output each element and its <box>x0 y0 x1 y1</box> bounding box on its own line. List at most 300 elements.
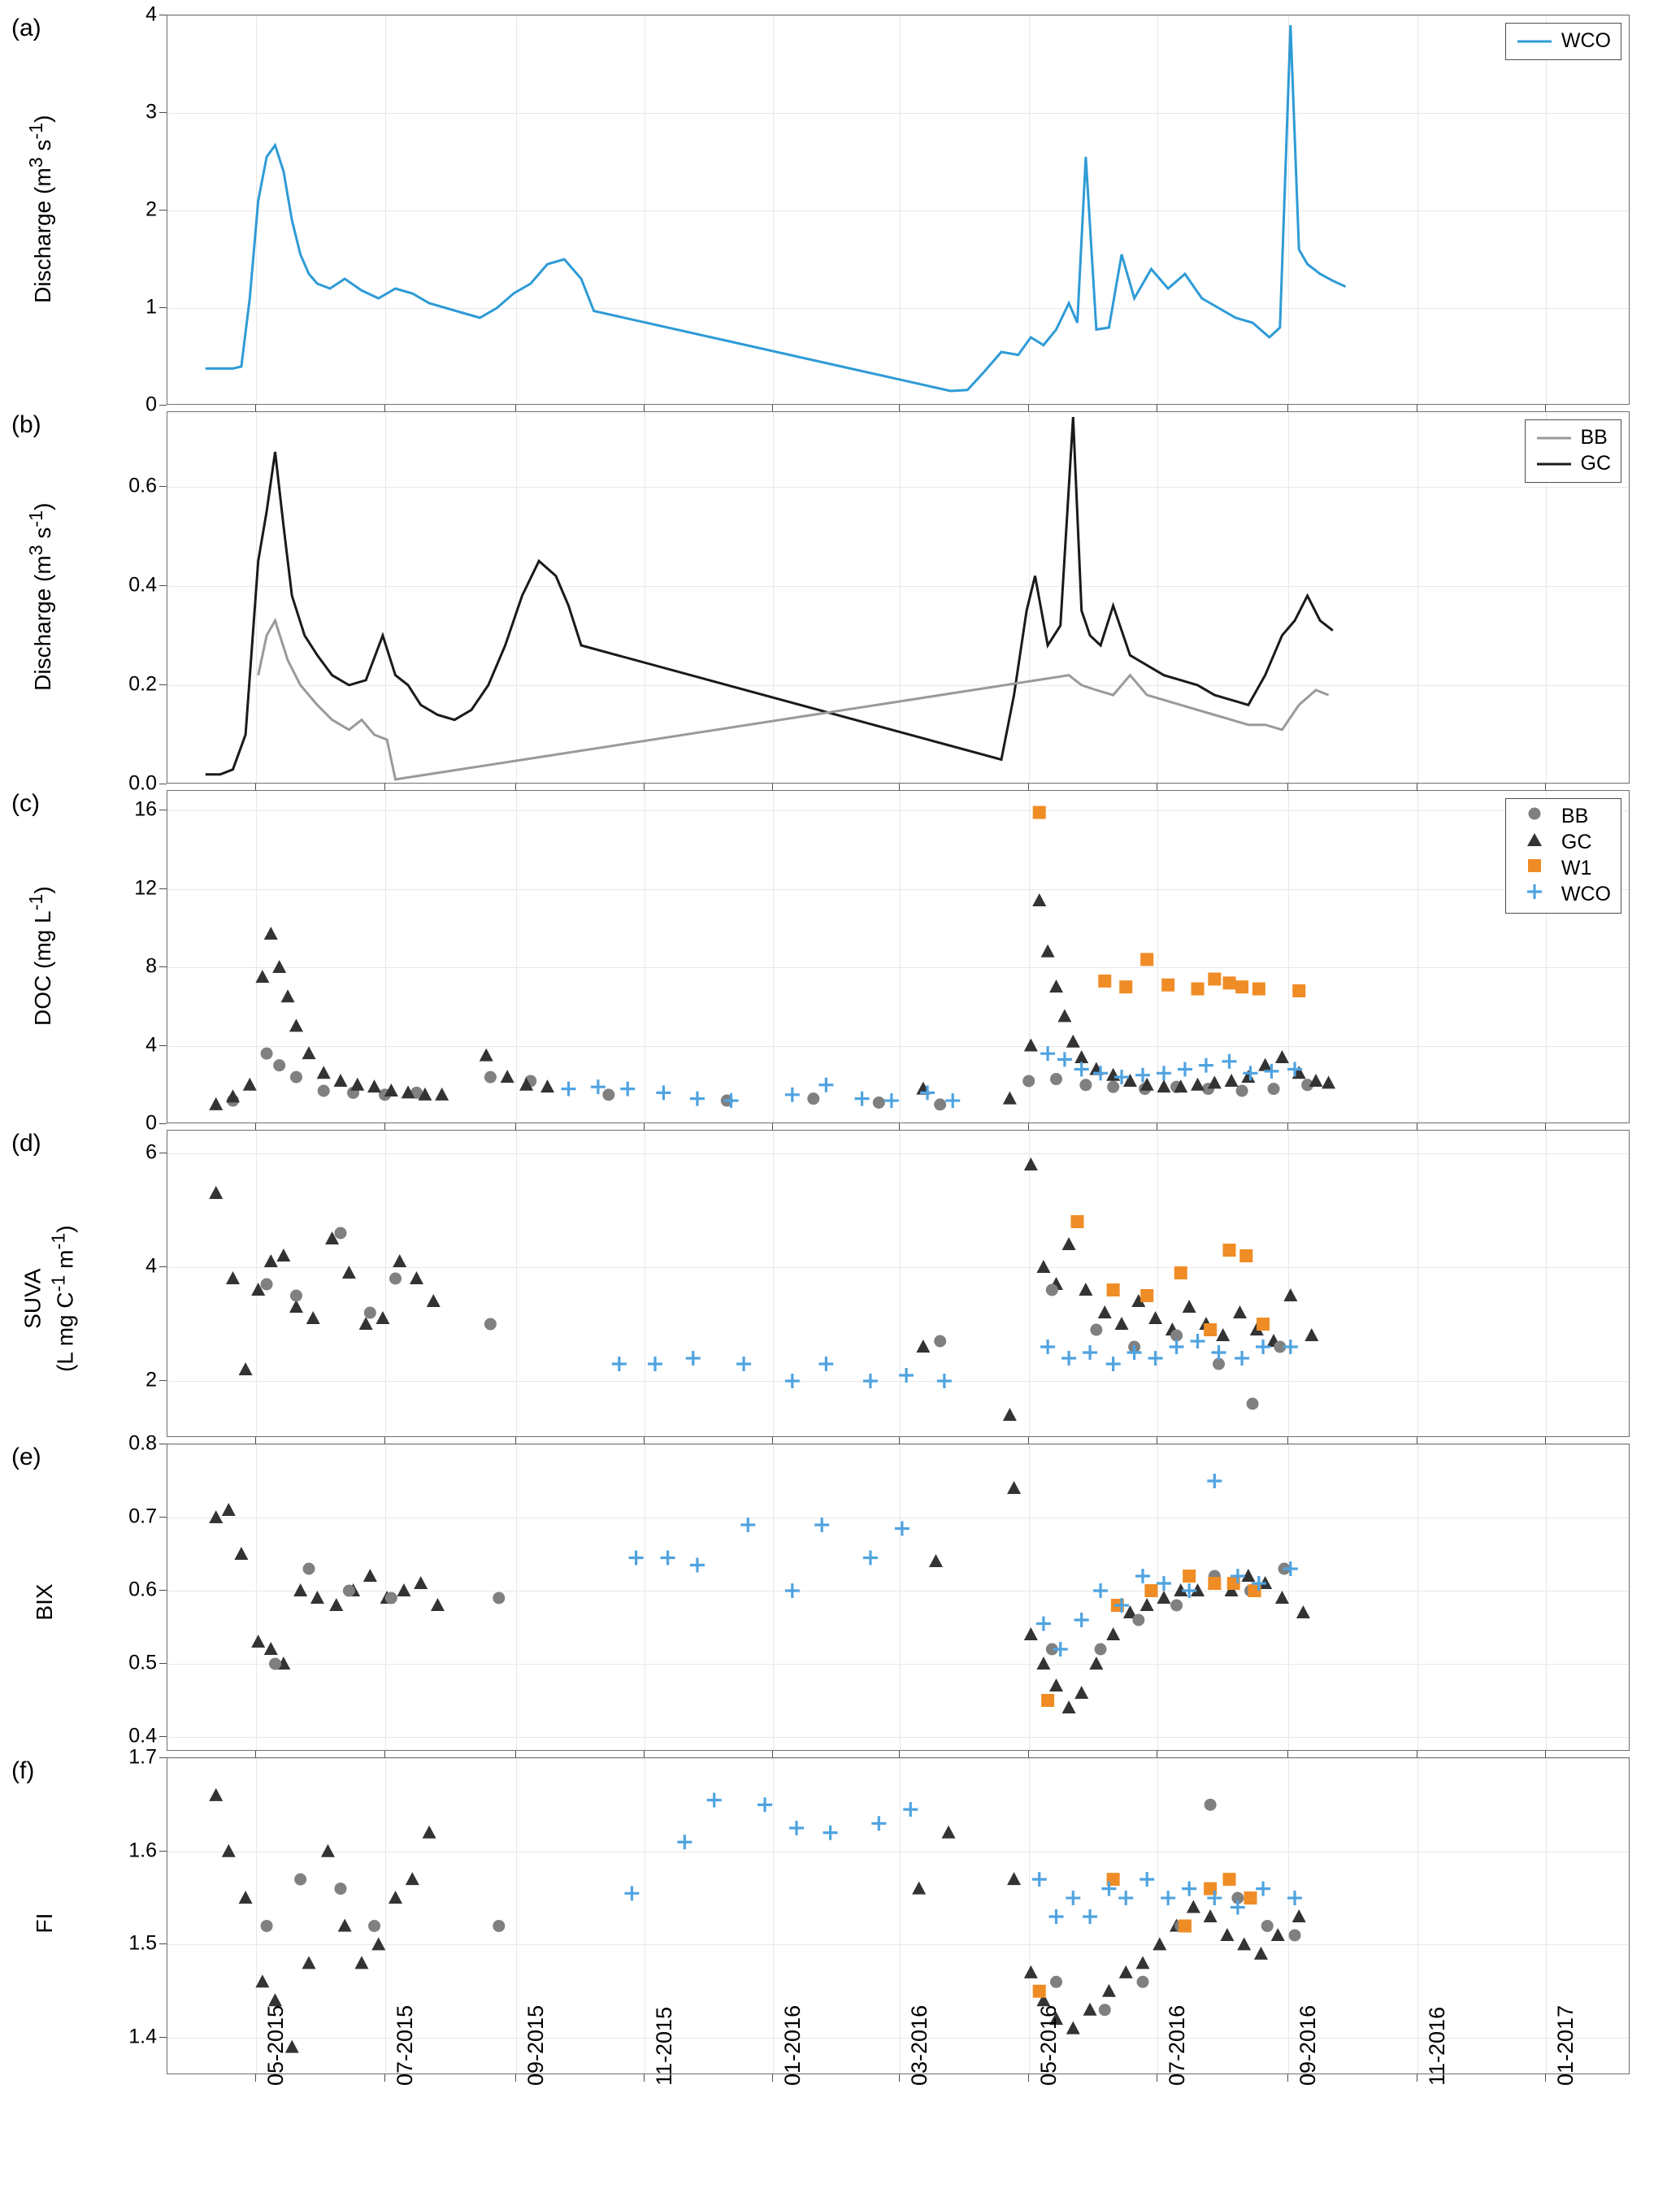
data-point-gc <box>1119 1965 1133 1978</box>
data-point-bb <box>484 1071 497 1083</box>
data-point-wco <box>818 1078 833 1092</box>
data-point-bb <box>1268 1083 1280 1095</box>
panel-label-e: (e) <box>11 1444 41 1470</box>
panel-label-c: (c) <box>11 790 40 817</box>
legend-key-bb <box>1535 424 1573 452</box>
y-tick-mark <box>159 1517 167 1518</box>
data-point-gc <box>1157 1591 1170 1604</box>
y-tick-mark <box>159 405 167 406</box>
legend <box>1505 23 1621 60</box>
data-point-bb <box>334 1227 346 1240</box>
data-point-gc <box>1089 1657 1103 1670</box>
data-point-bb <box>1205 1799 1217 1811</box>
y-tick-label: 0.7 <box>128 1505 157 1528</box>
data-point-bb <box>934 1335 946 1348</box>
data-point-wco <box>562 1082 576 1096</box>
legend-label: WCO <box>1561 883 1611 906</box>
data-layer <box>167 1131 1630 1437</box>
y-tick-label: 0.2 <box>128 672 157 696</box>
data-point-gc <box>1233 1305 1247 1318</box>
data-point-w1 <box>1161 979 1174 992</box>
data-point-gc <box>272 960 286 973</box>
x-tick-label: 09-2016 <box>1296 2004 1321 2086</box>
data-point-gc <box>293 1583 307 1596</box>
data-point-bb <box>294 1874 306 1886</box>
y-tick-label: 4 <box>145 2 157 26</box>
data-point-wco <box>855 1092 870 1106</box>
y-tick-label: 2 <box>145 198 157 221</box>
y-tick-label: 16 <box>134 797 157 821</box>
panel-b-plot <box>167 411 1630 784</box>
data-point-wco <box>903 1802 918 1817</box>
data-point-gc <box>1003 1408 1017 1421</box>
data-point-w1 <box>1179 1919 1192 1932</box>
data-point-gc <box>289 1018 303 1031</box>
data-point-gc <box>338 1918 352 1931</box>
data-point-wco <box>785 1583 800 1598</box>
data-point-gc <box>222 1503 236 1516</box>
y-tick-mark <box>159 1851 167 1852</box>
data-point-gc <box>310 1591 324 1604</box>
data-point-gc <box>1074 1686 1088 1699</box>
y-tick-mark <box>159 1380 167 1381</box>
data-point-gc <box>376 1311 389 1324</box>
data-point-wco <box>1182 1882 1196 1896</box>
data-point-gc <box>276 1248 290 1262</box>
data-point-gc <box>1292 1909 1306 1922</box>
data-point-gc <box>1183 1300 1196 1313</box>
data-point-gc <box>1254 1947 1268 1960</box>
y-tick-mark <box>159 1757 167 1758</box>
data-point-gc <box>302 1046 316 1059</box>
panel-e-ylabel: BIX <box>32 1583 57 1621</box>
data-point-wco <box>1118 1891 1133 1905</box>
data-point-w1 <box>1144 1584 1157 1597</box>
data-point-wco <box>1161 1891 1175 1905</box>
data-point-gc <box>226 1089 240 1102</box>
data-point-gc <box>1136 1956 1150 1969</box>
series-line-wco <box>206 25 1346 391</box>
legend-label: BB <box>1580 426 1608 449</box>
data-point-wco <box>690 1558 705 1573</box>
data-point-gc <box>302 1956 316 1969</box>
data-point-wco <box>1256 1340 1270 1354</box>
legend-key-gc <box>1516 829 1553 857</box>
y-tick-mark <box>159 585 167 586</box>
data-point-bb <box>807 1092 819 1105</box>
data-point-gc <box>264 1254 278 1267</box>
legend-item-bb <box>1516 804 1611 830</box>
data-point-gc <box>435 1088 449 1101</box>
panel-e-plot <box>167 1444 1630 1751</box>
data-point-wco <box>690 1092 705 1106</box>
data-point-gc <box>1283 1288 1297 1301</box>
data-point-w1 <box>1208 1577 1221 1590</box>
data-point-w1 <box>1119 980 1132 993</box>
data-point-wco <box>661 1551 675 1565</box>
y-tick-mark <box>159 112 167 113</box>
data-point-gc <box>243 1078 257 1091</box>
data-point-w1 <box>1140 1289 1153 1302</box>
data-point-gc <box>423 1826 436 1839</box>
data-point-gc <box>1036 1657 1050 1670</box>
data-point-gc <box>1123 1074 1137 1087</box>
data-point-bb <box>385 1592 397 1605</box>
data-point-w1 <box>1257 1318 1270 1331</box>
data-point-wco <box>1157 1576 1171 1591</box>
data-point-gc <box>255 970 269 983</box>
data-layer <box>167 1758 1630 2074</box>
data-point-gc <box>329 1598 343 1611</box>
data-point-gc <box>264 1642 278 1655</box>
data-layer <box>167 791 1630 1123</box>
data-point-bb <box>1289 1929 1301 1941</box>
data-point-w1 <box>1107 1283 1120 1296</box>
data-point-gc <box>1098 1305 1112 1318</box>
y-tick-mark <box>159 2037 167 2038</box>
x-tick-label: 05-2016 <box>1035 2004 1061 2086</box>
legend-key-bb <box>1516 803 1553 831</box>
data-point-gc <box>234 1547 248 1560</box>
data-point-wco <box>1093 1583 1108 1598</box>
legend <box>1505 798 1621 914</box>
y-tick-label: 0 <box>145 1111 157 1135</box>
data-point-bb <box>1137 1976 1149 1988</box>
data-point-gc <box>1024 1965 1038 1978</box>
data-point-bb <box>484 1318 497 1331</box>
panel-b <box>128 411 1630 795</box>
x-tick-label: 03-2016 <box>907 2004 932 2086</box>
data-point-gc <box>1066 2021 1080 2034</box>
data-point-wco <box>895 1522 909 1536</box>
data-point-gc <box>1007 1872 1021 1885</box>
data-point-wco <box>758 1797 772 1812</box>
data-point-wco <box>629 1551 644 1565</box>
data-point-gc <box>540 1079 554 1092</box>
y-tick-label: 0.5 <box>128 1651 157 1674</box>
data-point-gc <box>1024 1039 1038 1052</box>
data-point-gc <box>268 1993 282 2006</box>
data-point-gc <box>480 1049 493 1062</box>
panel-c-plot <box>167 790 1630 1123</box>
data-point-gc <box>354 1956 368 1969</box>
data-point-gc <box>367 1079 381 1092</box>
y-tick-mark <box>159 1123 167 1124</box>
y-tick-label: 12 <box>134 876 157 900</box>
data-point-w1 <box>1252 983 1265 996</box>
data-layer <box>167 1444 1630 1751</box>
panel-c <box>134 790 1630 1135</box>
panel-d <box>145 1130 1630 1437</box>
x-tick-label: 11-2016 <box>1424 2006 1449 2086</box>
data-point-wco <box>814 1518 829 1532</box>
legend-key-wco <box>1516 881 1553 909</box>
data-point-w1 <box>1222 1873 1235 1886</box>
data-point-gc <box>1322 1075 1335 1088</box>
data-point-wco <box>1066 1891 1080 1905</box>
x-tick-label: 01-2016 <box>780 2004 805 2086</box>
data-point-wco <box>1148 1351 1163 1366</box>
data-point-gc <box>942 1826 956 1839</box>
data-point-w1 <box>1244 1891 1257 1904</box>
data-point-wco <box>707 1793 722 1808</box>
y-tick-label: 0.4 <box>128 573 157 597</box>
data-point-gc <box>209 1510 223 1523</box>
data-point-wco <box>612 1357 627 1371</box>
data-point-wco <box>1074 1062 1089 1076</box>
data-point-wco <box>1053 1642 1068 1657</box>
data-point-gc <box>209 1788 223 1801</box>
data-point-gc <box>1066 1035 1080 1048</box>
data-point-bb <box>1050 1073 1062 1085</box>
data-point-gc <box>912 1882 926 1895</box>
x-tick-label: 09-2015 <box>523 2004 548 2086</box>
data-point-gc <box>209 1097 223 1110</box>
data-point-bb <box>368 1920 380 1932</box>
data-point-bb <box>273 1059 285 1071</box>
x-tick-label: 07-2016 <box>1165 2004 1190 2086</box>
y-tick-mark <box>159 307 167 308</box>
data-point-gc <box>1153 1937 1166 1950</box>
data-point-gc <box>393 1254 406 1267</box>
data-point-gc <box>1024 1627 1038 1640</box>
x-tick-label: 05-2015 <box>263 2004 289 2086</box>
data-point-bb <box>1132 1614 1144 1626</box>
y-tick-label: 0.6 <box>128 1578 157 1601</box>
panel-e <box>128 1431 1630 1751</box>
legend-item-bb <box>1535 425 1612 451</box>
data-point-gc <box>306 1311 320 1324</box>
legend-key-w1 <box>1516 855 1553 883</box>
data-point-wco <box>1287 1891 1302 1905</box>
data-point-bb <box>1079 1079 1092 1091</box>
data-point-gc <box>1204 1909 1218 1922</box>
data-point-gc <box>350 1078 364 1091</box>
data-point-w1 <box>1041 1694 1054 1707</box>
data-point-wco <box>1040 1340 1055 1354</box>
data-point-gc <box>1041 944 1055 958</box>
data-point-gc <box>1057 1009 1071 1022</box>
data-point-bb <box>261 1048 273 1060</box>
data-point-gc <box>1148 1311 1162 1324</box>
data-point-gc <box>1049 979 1063 992</box>
data-point-bb <box>343 1585 355 1597</box>
data-point-w1 <box>1098 975 1111 988</box>
data-layer <box>167 15 1630 405</box>
data-point-wco <box>1083 1909 1097 1924</box>
data-point-w1 <box>1070 1215 1083 1228</box>
x-tick-label: 07-2015 <box>392 2004 417 2086</box>
data-point-wco <box>818 1357 833 1371</box>
legend-key-gc <box>1535 450 1573 478</box>
data-point-wco <box>1083 1345 1097 1360</box>
data-point-wco <box>1074 1613 1089 1627</box>
y-tick-label: 0.0 <box>128 771 157 795</box>
data-point-wco <box>785 1088 800 1102</box>
data-point-wco <box>1235 1351 1249 1366</box>
data-point-wco <box>740 1518 755 1532</box>
data-point-gc <box>406 1872 419 1885</box>
panel-b-ylabel: Discharge ($m^3$ $s^{-1}$) <box>24 502 56 691</box>
data-point-w1 <box>1033 806 1046 819</box>
data-point-gc <box>226 1271 240 1284</box>
legend-item-w1 <box>1516 856 1611 882</box>
data-point-w1 <box>1174 1266 1187 1279</box>
data-point-wco <box>863 1374 878 1388</box>
data-point-wco <box>1212 1345 1226 1360</box>
data-point-gc <box>281 989 295 1002</box>
data-point-wco <box>1157 1066 1171 1080</box>
data-point-w1 <box>1292 984 1305 997</box>
data-point-wco <box>937 1374 952 1388</box>
data-point-gc <box>1304 1328 1318 1341</box>
data-point-gc <box>239 1362 253 1375</box>
data-point-gc <box>427 1294 441 1307</box>
data-point-bb <box>493 1592 505 1605</box>
data-point-gc <box>397 1583 410 1596</box>
x-tick-label: 01-2017 <box>1553 2004 1578 2086</box>
data-point-wco <box>677 1835 692 1849</box>
legend-label: GC <box>1561 831 1592 854</box>
data-point-gc <box>1140 1598 1154 1611</box>
data-point-bb <box>334 1882 346 1895</box>
data-point-wco <box>1049 1909 1064 1924</box>
panel-a <box>145 2 1630 416</box>
data-point-bb <box>269 1658 281 1670</box>
legend-item-wco <box>1516 28 1611 54</box>
data-point-wco <box>1135 1569 1150 1583</box>
data-point-bb <box>1170 1600 1183 1612</box>
data-point-wco <box>620 1082 635 1096</box>
data-point-bb <box>303 1563 315 1575</box>
y-tick-mark <box>159 888 167 889</box>
data-point-wco <box>789 1821 804 1835</box>
panel-f-ylabel: FI <box>32 1913 57 1934</box>
data-point-bb <box>934 1098 946 1110</box>
y-tick-label: 0.6 <box>128 474 157 497</box>
data-point-wco <box>686 1351 701 1366</box>
data-point-gc <box>1237 1937 1251 1950</box>
data-point-bb <box>389 1273 402 1285</box>
data-point-bb <box>1090 1324 1102 1336</box>
panel-a-plot <box>167 15 1630 405</box>
y-tick-label: 1 <box>145 295 157 319</box>
legend-label: W1 <box>1561 857 1592 880</box>
data-point-wco <box>1199 1058 1213 1073</box>
data-point-bb <box>1022 1075 1035 1087</box>
data-point-w1 <box>1204 1323 1217 1336</box>
data-point-wco <box>1283 1340 1298 1354</box>
data-point-gc <box>410 1271 423 1284</box>
data-point-gc <box>255 1974 269 1987</box>
data-point-gc <box>321 1844 335 1857</box>
data-point-wco <box>863 1551 878 1565</box>
y-tick-mark <box>159 486 167 487</box>
data-point-bb <box>364 1307 376 1319</box>
data-point-gc <box>264 927 278 940</box>
y-tick-label: 4 <box>145 1254 157 1278</box>
data-point-gc <box>222 1844 236 1857</box>
panel-f-plot <box>167 1757 1630 2074</box>
data-point-wco <box>1040 1046 1055 1061</box>
data-point-gc <box>1102 1984 1116 1997</box>
data-point-wco <box>1106 1357 1121 1371</box>
y-tick-label: 1.5 <box>128 1931 157 1955</box>
data-point-gc <box>1003 1092 1017 1105</box>
y-tick-mark <box>159 1266 167 1267</box>
y-tick-label: 0.8 <box>128 1431 157 1455</box>
panel-label-b: (b) <box>11 411 41 438</box>
y-tick-label: 3 <box>145 100 157 124</box>
data-point-gc <box>1275 1050 1289 1063</box>
data-point-w1 <box>1239 1249 1252 1262</box>
y-tick-mark <box>159 684 167 685</box>
data-point-gc <box>431 1598 445 1611</box>
data-point-w1 <box>1033 1985 1046 1998</box>
y-tick-label: 0 <box>145 393 157 416</box>
data-point-bb <box>602 1088 614 1101</box>
y-tick-mark <box>159 210 167 211</box>
data-point-gc <box>1258 1058 1272 1071</box>
data-point-bb <box>1046 1284 1058 1296</box>
data-point-gc <box>1225 1074 1239 1087</box>
x-axis-tick-labels <box>167 2004 1630 2203</box>
legend-label: BB <box>1561 805 1589 828</box>
data-point-gc <box>1296 1605 1310 1618</box>
data-point-gc <box>1007 1481 1021 1494</box>
data-point-gc <box>1157 1079 1170 1092</box>
data-point-bb <box>1095 1644 1107 1656</box>
data-point-wco <box>871 1816 886 1830</box>
data-point-wco <box>1191 1334 1205 1348</box>
data-point-gc <box>389 1891 402 1904</box>
data-point-gc <box>501 1070 514 1083</box>
data-point-w1 <box>1235 980 1248 993</box>
legend-item-gc <box>1516 830 1611 856</box>
legend-item-wco <box>1516 882 1611 908</box>
data-point-bb <box>493 1920 505 1932</box>
data-point-bb <box>261 1920 273 1932</box>
data-point-gc <box>1036 1260 1050 1273</box>
panel-label-d: (d) <box>11 1130 41 1157</box>
data-point-gc <box>317 1066 331 1079</box>
data-point-bb <box>290 1071 302 1083</box>
data-point-gc <box>1216 1328 1230 1341</box>
legend-label: GC <box>1580 452 1611 476</box>
data-point-wco <box>1231 1900 1245 1915</box>
panel-c-ylabel: DOC (mg $L^{-1}$) <box>24 886 56 1026</box>
data-point-gc <box>239 1891 253 1904</box>
data-point-gc <box>929 1554 943 1567</box>
data-point-gc <box>1187 1900 1200 1913</box>
data-point-gc <box>1079 1283 1092 1296</box>
data-point-bb <box>1247 1398 1259 1410</box>
data-point-gc <box>1275 1591 1289 1604</box>
data-point-wco <box>1222 1054 1236 1069</box>
data-point-gc <box>1106 1068 1120 1081</box>
data-point-wco <box>823 1826 838 1840</box>
data-point-wco <box>785 1374 800 1388</box>
data-point-w1 <box>1208 973 1221 986</box>
legend-item-gc <box>1535 451 1612 477</box>
data-point-gc <box>1062 1700 1076 1713</box>
data-point-gc <box>916 1340 930 1353</box>
data-point-wco <box>884 1093 899 1108</box>
data-point-bb <box>261 1279 273 1291</box>
data-point-wco <box>1061 1351 1076 1366</box>
y-tick-label: 2 <box>145 1368 157 1392</box>
data-point-bb <box>290 1290 302 1302</box>
